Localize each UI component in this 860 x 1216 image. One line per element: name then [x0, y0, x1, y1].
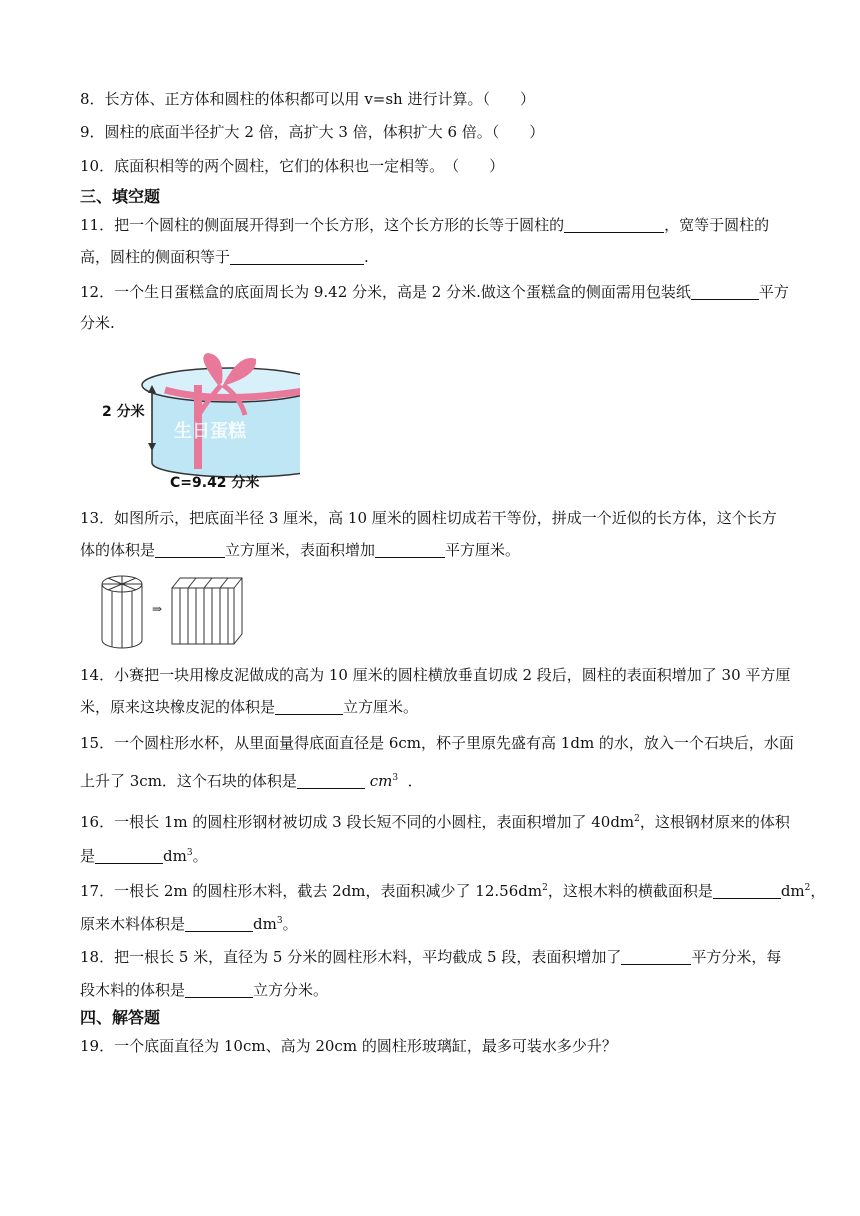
q18-text-d: 立方分米。 [253, 981, 329, 999]
q17-unit1-exponent: 2 [804, 883, 811, 893]
question-15-line1: 15．一个圆柱形水杯，从里面量得底面直径是 6cm，杯子里原先盛有高 1dm 的水，放入一个石块后，水面 [80, 734, 794, 752]
question-9: 9．圆柱的底面半径扩大 2 倍，高扩大 3 倍，体积扩大 6 倍。（ ） [80, 123, 545, 141]
cake-box-figure [100, 345, 300, 495]
q11-text-b: ，宽等于圆柱的 [664, 216, 770, 234]
q16-text-a: 16．一根长 1m 的圆柱形钢材被切成 3 段长短不同的小圆柱，表面积增加了 40dm [80, 813, 635, 831]
answer-blank[interactable] [230, 248, 364, 265]
q17-unit1: dm [780, 882, 805, 900]
question-14-line2 [80, 697, 418, 717]
q12-text-b: 平方 [758, 283, 789, 301]
answer-blank[interactable] [185, 981, 253, 998]
q18-text-a: 18．把一根长 5 米，直径为 5 分米的圆柱形木料，平均截成 5 段，表面积增加了 [80, 948, 622, 966]
q18-text-b: 平方分米，每 [691, 948, 782, 966]
cake-height-label: 2 分米 [102, 404, 145, 420]
q12-text-a: 12．一个生日蛋糕盒的底面周长为 9.42 分米，高是 2 分米.做这个蛋糕盒的侧面需用包装纸 [80, 283, 691, 301]
answer-blank[interactable] [564, 216, 664, 233]
q11-text-c: 高，圆柱的侧面积等于 [80, 248, 231, 266]
question-10: 10．底面积相等的两个圆柱，它们的体积也一定相等。 （ ） [80, 157, 505, 175]
cylinder-cuboid-drawing [100, 572, 250, 652]
question-17-line2 [80, 914, 298, 934]
question-11-line1 [80, 215, 769, 235]
question-13-line1: 13．如图所示，把底面半径 3 厘米，高 10 厘米的圆柱切成若干等份，拼成一个近似的长方体，这个长方 [80, 509, 777, 527]
q13-text-c: 立方厘米，表面积增加 [225, 541, 376, 559]
q15-unit: cm [369, 772, 393, 790]
q14-text-c: 立方厘米。 [343, 698, 419, 716]
q15-unit-exponent: 3 [392, 773, 399, 783]
question-17-line1 [80, 881, 825, 901]
question-16-line1 [80, 812, 790, 832]
q15-end: ． [407, 772, 423, 790]
question-12-line2: 分米. [80, 314, 115, 332]
answer-blank[interactable] [297, 772, 365, 789]
q16-end: 。 [192, 847, 208, 865]
q15-text-b: 上升了 3cm．这个石块的体积是 [80, 772, 297, 790]
question-18-line2 [80, 980, 328, 1000]
answer-blank[interactable] [275, 698, 343, 715]
cake-box-label: 生日蛋糕 [174, 421, 246, 442]
question-15-line2 [80, 771, 423, 791]
answer-blank[interactable] [375, 541, 445, 558]
q17-text-b: 原来木料体积是 [80, 915, 186, 933]
question-12-line1 [80, 282, 789, 302]
answer-blank[interactable] [713, 882, 781, 899]
section-title-solve: 四、解答题 [80, 1008, 161, 1027]
q16-exponent: 2 [634, 814, 640, 824]
q17-end1: ， [810, 882, 826, 900]
answer-blank[interactable] [185, 915, 253, 932]
answer-blank[interactable] [691, 283, 759, 300]
arrow-icon: ⇒ [152, 602, 163, 616]
answer-blank[interactable] [155, 541, 225, 558]
question-11-line2 [80, 247, 369, 267]
q18-text-c: 段木料的体积是 [80, 981, 186, 999]
q17-unit2-exponent: 3 [276, 916, 283, 926]
q13-text-b: 体的体积是 [80, 541, 156, 559]
question-14-line1: 14．小赛把一块用橡皮泥做成的高为 10 厘米的圆柱横放垂直切成 2 段后，圆柱的表面积增加了 30 平方厘 [80, 666, 791, 684]
q17-unit2: dm [253, 915, 277, 933]
q11-text-a: 11．把一个圆柱的侧面展开得到一个长方形，这个长方形的长等于圆柱的 [80, 216, 565, 234]
q16-text-b: 是 [80, 847, 96, 865]
question-16-line2 [80, 846, 208, 866]
q16-unit-exponent: 3 [186, 848, 193, 858]
q17-text-a2: ，这根木料的横截面积是 [547, 882, 713, 900]
q13-text-d: 平方厘米。 [445, 541, 521, 559]
section-title-fill-in: 三、填空题 [80, 187, 161, 206]
q14-text-b: 米，原来这块橡皮泥的体积是 [80, 698, 276, 716]
q16-unit: dm [163, 847, 187, 865]
q11-text-d: . [364, 248, 369, 266]
answer-blank[interactable] [95, 847, 163, 864]
question-13-line2 [80, 540, 520, 560]
q16-text-a2: ，这根钢材原来的体积 [639, 813, 790, 831]
cake-circumference-label: C=9.42 分米 [170, 475, 260, 491]
question-8: 8．长方体、正方体和圆柱的体积都可以用 v=sh 进行计算。（ ） [80, 90, 535, 108]
q17-exponent: 2 [542, 883, 548, 893]
q17-end2: 。 [282, 915, 298, 933]
q17-text-a: 17．一根长 2m 的圆柱形木料，截去 2dm，表面积减少了 12.56dm [80, 882, 543, 900]
cylinder-to-cuboid-figure [100, 572, 250, 652]
answer-blank[interactable] [621, 948, 691, 965]
question-18-line1 [80, 947, 781, 967]
question-19: 19．一个底面直径为 10cm、高为 20cm 的圆柱形玻璃缸，最多可装水多少升？ [80, 1037, 617, 1055]
